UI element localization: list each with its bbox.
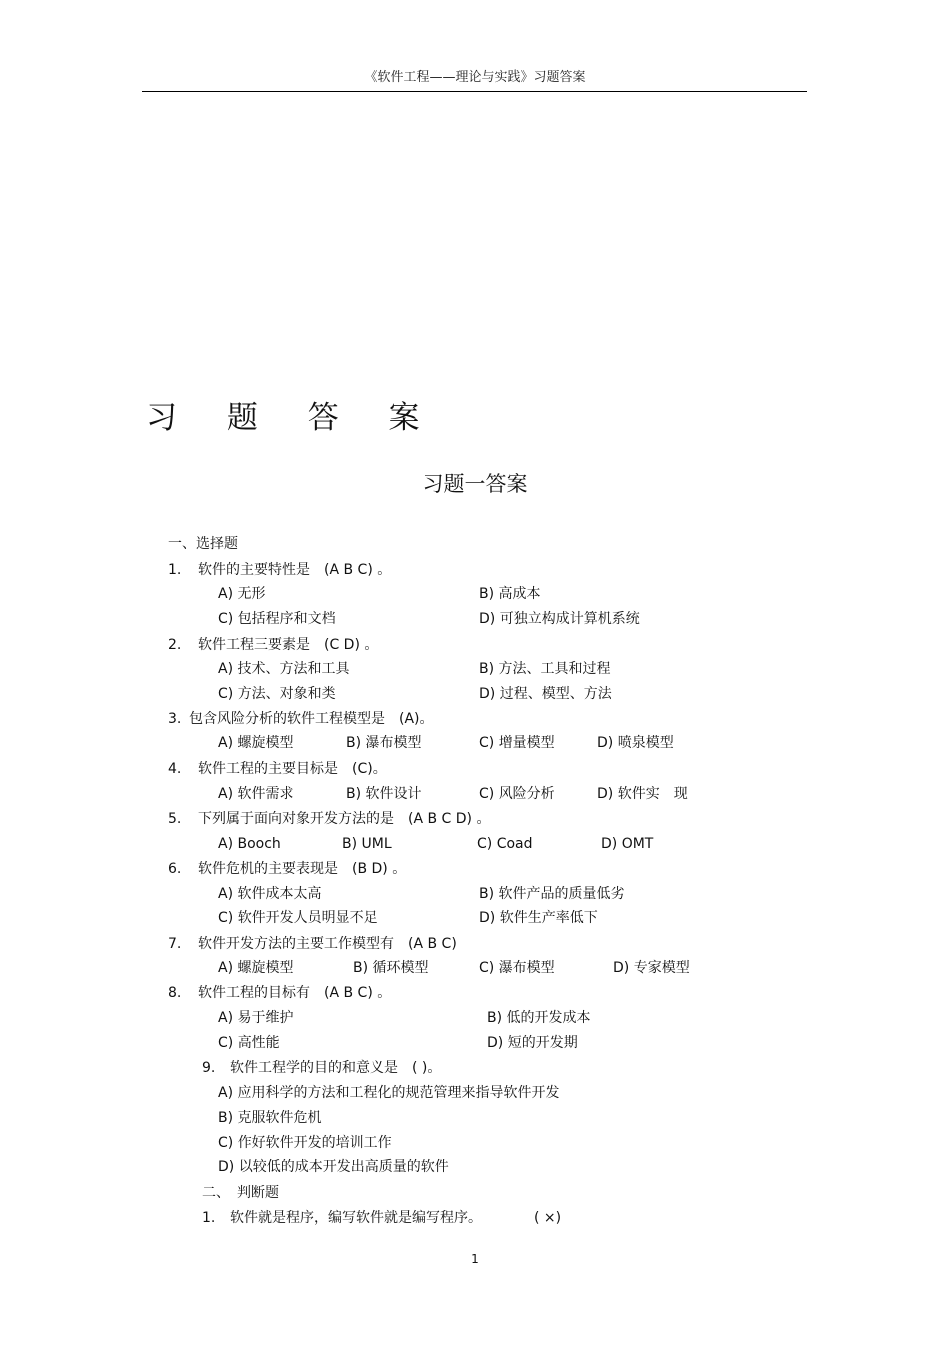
option: C) 瀑布模型 <box>479 960 555 976</box>
option: B) 高成本 <box>479 586 541 602</box>
option: B) 循环模型 <box>353 960 429 976</box>
page-number: 1 <box>471 1252 479 1266</box>
option: A) 螺旋模型 <box>218 735 294 751</box>
question-text: 软件工程学的目的和意义是 ( )。 <box>230 1060 442 1076</box>
option: D) 短的开发期 <box>487 1035 578 1051</box>
question-text: 软件的主要特性是 (A B C) 。 <box>198 562 392 578</box>
option: C) Coad <box>477 836 533 852</box>
option: D) 喷泉模型 <box>597 735 674 751</box>
option: C) 方法、对象和类 <box>218 686 336 702</box>
option: B) UML <box>342 836 392 852</box>
option: C) 作好软件开发的培训工作 <box>218 1135 392 1151</box>
option: A) 螺旋模型 <box>218 960 294 976</box>
question-number: 7. <box>168 936 182 952</box>
question-text: 软件开发方法的主要工作模型有 (A B C) <box>198 936 457 952</box>
part2-heading: 二、 判断题 <box>202 1185 279 1201</box>
option: C) 高性能 <box>218 1035 280 1051</box>
option: A) 软件需求 <box>218 786 294 802</box>
question-number: 2. <box>168 637 182 653</box>
option: D) OMT <box>601 836 654 852</box>
judgement-number: 1. <box>202 1210 216 1226</box>
question-number: 4. <box>168 761 182 777</box>
header-rule <box>142 91 807 92</box>
judgement-text: 软件就是程序，编写软件就是编写程序。 <box>230 1210 482 1226</box>
option: D) 软件实 现 <box>597 786 688 802</box>
option: C) 软件开发人员明显不足 <box>218 910 378 926</box>
option: D) 软件生产率低下 <box>479 910 598 926</box>
option: B) 软件设计 <box>346 786 422 802</box>
option: A) 应用科学的方法和工程化的规范管理来指导软件开发 <box>218 1085 560 1101</box>
main-title: 习 题 答 案 <box>146 400 440 436</box>
question-number: 5. <box>168 811 182 827</box>
option: A) 无形 <box>218 586 266 602</box>
judgement-answer: ( ×) <box>534 1210 562 1226</box>
option: C) 风险分析 <box>479 786 555 802</box>
option: B) 瀑布模型 <box>346 735 422 751</box>
question-text: 包含风险分析的软件工程模型是 (A)。 <box>189 711 434 727</box>
option: C) 增量模型 <box>479 735 555 751</box>
section-title: 习题一答案 <box>422 472 528 496</box>
option: D) 专家模型 <box>613 960 690 976</box>
option: B) 克服软件危机 <box>218 1110 322 1126</box>
option: D) 过程、模型、方法 <box>479 686 612 702</box>
option: B) 低的开发成本 <box>487 1010 591 1026</box>
question-text: 下列属于面向对象开发方法的是 (A B C D) 。 <box>198 811 491 827</box>
option: D) 可独立构成计算机系统 <box>479 611 640 627</box>
option: A) Booch <box>218 836 281 852</box>
question-text: 软件危机的主要表现是 (B D) 。 <box>198 861 407 877</box>
option: A) 软件成本太高 <box>218 886 322 902</box>
option: A) 技术、方法和工具 <box>218 661 350 677</box>
question-number: 6. <box>168 861 182 877</box>
option: B) 软件产品的质量低劣 <box>479 886 625 902</box>
question-number: 3. <box>168 711 182 727</box>
question-number: 8. <box>168 985 182 1001</box>
question-text: 软件工程三要素是 (C D) 。 <box>198 637 379 653</box>
page-header: 《软件工程——理论与实践》习题答案 <box>364 70 586 85</box>
question-text: 软件工程的主要目标是 (C)。 <box>198 761 387 777</box>
part1-heading: 一、选择题 <box>168 536 238 552</box>
option: C) 包括程序和文档 <box>218 611 336 627</box>
option: A) 易于维护 <box>218 1010 294 1026</box>
question-number: 9. <box>202 1060 216 1076</box>
option: D) 以较低的成本开发出高质量的软件 <box>218 1159 449 1175</box>
option: B) 方法、工具和过程 <box>479 661 611 677</box>
question-text: 软件工程的目标有 (A B C) 。 <box>198 985 392 1001</box>
question-number: 1. <box>168 562 182 578</box>
